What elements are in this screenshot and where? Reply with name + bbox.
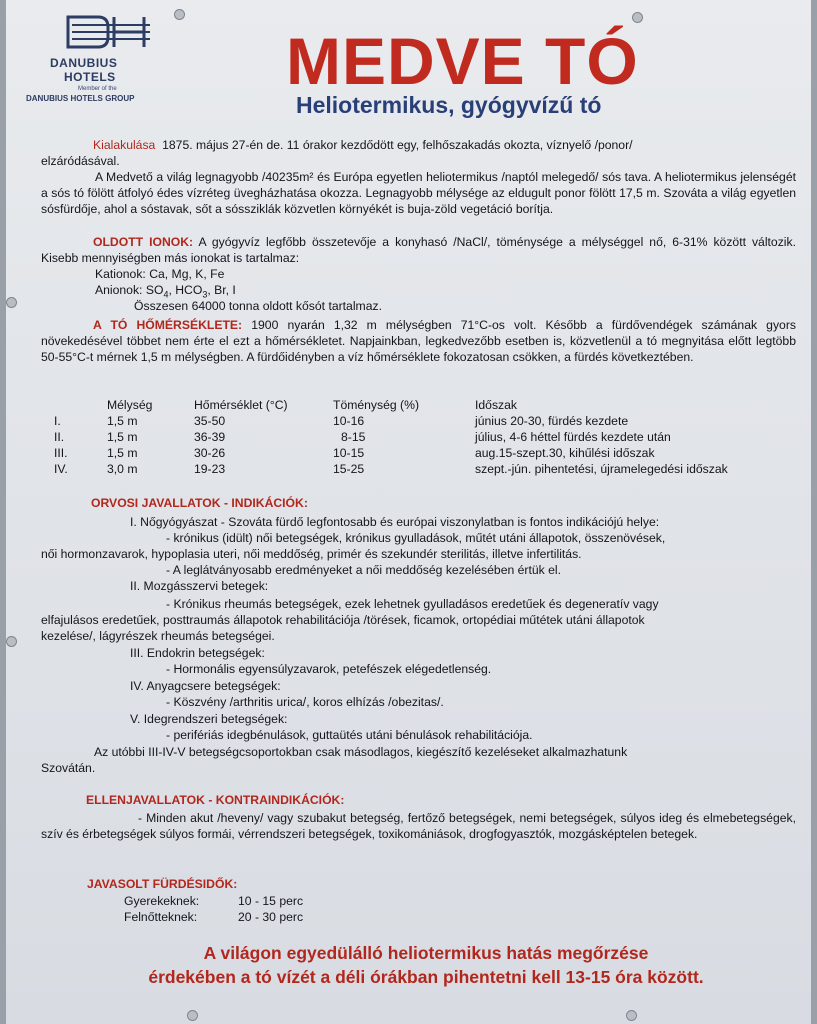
indication-line: Szovátán. xyxy=(41,761,96,775)
anions-sub: 4 xyxy=(163,289,169,300)
origin-line1 xyxy=(93,137,633,153)
row-number: IV. xyxy=(54,462,68,476)
screw xyxy=(6,297,17,308)
row-temp: 36-39 xyxy=(194,430,226,444)
row-number: III. xyxy=(54,446,68,460)
times-heading: JAVASOLT FÜRDÉSIDŐK: xyxy=(87,877,238,891)
row-depth: 1,5 m xyxy=(107,430,138,444)
temperature-heading: A TÓ HŐMÉRSÉKLETE: xyxy=(93,318,243,332)
row-number: II. xyxy=(54,430,65,444)
indication-line: - Hormonális egyensúlyzavarok, petefészek elégedetlenség. xyxy=(166,662,492,676)
row-conc: 8-15 xyxy=(341,430,366,444)
ions-total: Összesen 64000 tonna oldott kősót tartalmaz. xyxy=(134,299,382,313)
indication-line: - krónikus (idült) női betegségek, krónikus gyulladások, műtét utáni állapotok, összenövések, xyxy=(166,531,666,545)
anions-part: Anionok: SO xyxy=(95,283,164,297)
adults-label: Felnőtteknek: xyxy=(124,910,198,924)
medveto-paragraph: A Medvető a világ legnagyobb /40235m² és Európa egyetlen heliotermikus /naptól melegedő/ sós tava. A heliotermikus jelenségét a sós tó fölött átfolyó édes vízréteg üvegházhatása okozza. Legnagyobb mélysége az eldugult ponor fölött 17,5 m. Szováta a világ egyetlen sósfürdője, ahol a sóstavak, sőt a sóssziklák közvetlen környékét is buja-zöld vegetáció borítja. xyxy=(41,170,796,216)
indication-line: IV. Anyagcsere betegségek: xyxy=(130,679,281,693)
indication-line: - perifériás idegbénulások, guttaütés utáni bénulások rehabilitációja. xyxy=(166,728,533,742)
kids-label: Gyerekeknek: xyxy=(124,894,200,908)
indication-line: kezelése/, lágyrészek rheumás betegségei. xyxy=(41,629,275,643)
ions-heading: OLDOTT IONOK: xyxy=(93,235,194,249)
temperature-paragraph xyxy=(41,317,796,365)
row-conc: 10-15 xyxy=(333,446,365,460)
indication-line: - Krónikus rheumás betegségek, ezek lehetnek gyulladásos eredetűek és degeneratív vagy xyxy=(166,597,659,611)
row-temp: 30-26 xyxy=(194,446,226,460)
screw xyxy=(626,1010,637,1021)
origin-line2: elzáródásával. xyxy=(41,154,120,168)
row-depth: 1,5 m xyxy=(107,414,138,428)
page-title: MEDVE TÓ xyxy=(286,24,639,98)
brand-name: DANUBIUS xyxy=(50,56,118,70)
brand-name-line2: HOTELS xyxy=(64,70,116,84)
indication-line: - A leglátványosabb eredményeket a női meddőség kezelésében értük el. xyxy=(166,563,561,577)
indication-line: Az utóbbi III-IV-V betegségcsoportokban csak másodlagos, kiegészítő kezeléseket alkalmazhatunk xyxy=(94,745,628,759)
kids-value: 10 - 15 perc xyxy=(238,894,304,908)
col-header-period: Időszak xyxy=(475,398,518,412)
screw xyxy=(6,636,17,647)
table-row xyxy=(6,445,817,461)
col-header-temp: Hőmérséklet (°C) xyxy=(194,398,288,412)
row-temp: 35-50 xyxy=(194,414,226,428)
col-header-conc: Töménység (%) xyxy=(333,398,420,412)
screw xyxy=(187,1010,198,1021)
origin-text: 1875. május 27-én de. 11 órakor kezdődött egy, felhőszakadás okozta, víznyelő /ponor/ xyxy=(162,138,633,152)
origin-heading: Kialakulása xyxy=(93,138,156,152)
row-conc: 15-25 xyxy=(333,462,365,476)
row-number: I. xyxy=(54,414,61,428)
indication-line: III. Endokrin betegségek: xyxy=(130,646,265,660)
anions-sub: 3 xyxy=(202,289,208,300)
anions-part: , Br, I xyxy=(207,283,236,297)
row-depth: 1,5 m xyxy=(107,446,138,460)
anions-part: , HCO xyxy=(168,283,203,297)
page-subtitle: Heliotermikus, gyógyvízű tó xyxy=(296,92,602,118)
row-period: július, 4-6 héttel fürdés kezdete után xyxy=(475,430,671,444)
brand-group-line: DANUBIUS HOTELS GROUP xyxy=(26,94,135,103)
col-header-depth: Mélység xyxy=(107,398,153,412)
footer-line2: érdekében a tó vízét a déli órákban pihentetni kell 13-15 óra között. xyxy=(148,967,704,987)
ions-paragraph xyxy=(41,234,796,266)
row-period: június 20-30, fürdés kezdete xyxy=(475,414,629,428)
brand-member-line: Member of the xyxy=(78,86,117,92)
indication-line: - Köszvény /arthritis urica/, koros elhízás /obezitas/. xyxy=(166,695,444,709)
indication-line: I. Nőgyógyászat - Szováta fürdő legfontosabb és európai viszonylatban is fontos indikációjú helye: xyxy=(130,515,660,529)
table-row xyxy=(6,429,817,445)
cations-line: Kationok: Ca, Mg, K, Fe xyxy=(95,267,225,281)
adults-value: 20 - 30 perc xyxy=(238,910,304,924)
danubius-logo-icon xyxy=(64,13,154,51)
screw xyxy=(174,9,185,20)
row-conc: 10-16 xyxy=(333,414,365,428)
indication-line: V. Idegrendszeri betegségek: xyxy=(130,712,288,726)
row-period: aug.15-szept.30, kihűlési időszak xyxy=(475,446,655,460)
ions-text: A gyógyvíz legfőbb összetevője a konyhasó /NaCl/, töménysége a mélységgel nő, 6-31% között változik. Kisebb mennyiségben más ionokat is tartalmaz: xyxy=(41,235,796,265)
indications-heading: ORVOSI JAVALLATOK - INDIKÁCIÓK: xyxy=(91,496,308,510)
footer-line1: A világon egyedülálló heliotermikus hatás megőrzése xyxy=(203,943,649,963)
row-depth: 3,0 m xyxy=(107,462,138,476)
table-row xyxy=(6,461,817,477)
indication-line: elfajulásos eredetűek, posttraumás állapotok rehabilitációja /törések, ficamok, ortopédiai műtétek utáni állapotok xyxy=(41,613,645,627)
temperature-text: 1900 nyarán 1,32 m mélységben 71°C-os volt. Később a fürdővendégek számának gyors növekedésével többet nem érte el ezt a hőmérsékletet. Napjainkban, legkedvezőbb esetben is, közvetlenül a tó megnyitása előtt legtöbb 50-55°C-t mérnek 1,5 m mélységben. A fürdőidényben a víz hőmérséklete fokozatosan csökken, a fürdés következtében. xyxy=(41,318,796,364)
row-period: szept.-jún. pihentetési, újramelegedési időszak xyxy=(475,462,728,476)
indication-line: II. Mozgásszervi betegek: xyxy=(130,579,269,593)
table-header xyxy=(6,397,817,413)
row-temp: 19-23 xyxy=(194,462,226,476)
contra-heading: ELLENJAVALLATOK - KONTRAINDIKÁCIÓK: xyxy=(86,793,345,807)
table-row xyxy=(6,413,817,429)
indication-line: női hormonzavarok, hypoplasia uteri, női meddőség, primér és szekundér sterilitás, illetve infertilitás. xyxy=(41,547,582,561)
contra-paragraph: - Minden akut /heveny/ vagy szubakut betegség, fertőző betegségek, nemi betegségek, súlyos ideg és elmebetegségek, szív és érbetegségek súlyos formái, vérrendszeri betegségek, toxikomániások, drogfogyasztók, mozgásképtelen betegek. xyxy=(41,811,796,841)
screw xyxy=(632,12,643,23)
